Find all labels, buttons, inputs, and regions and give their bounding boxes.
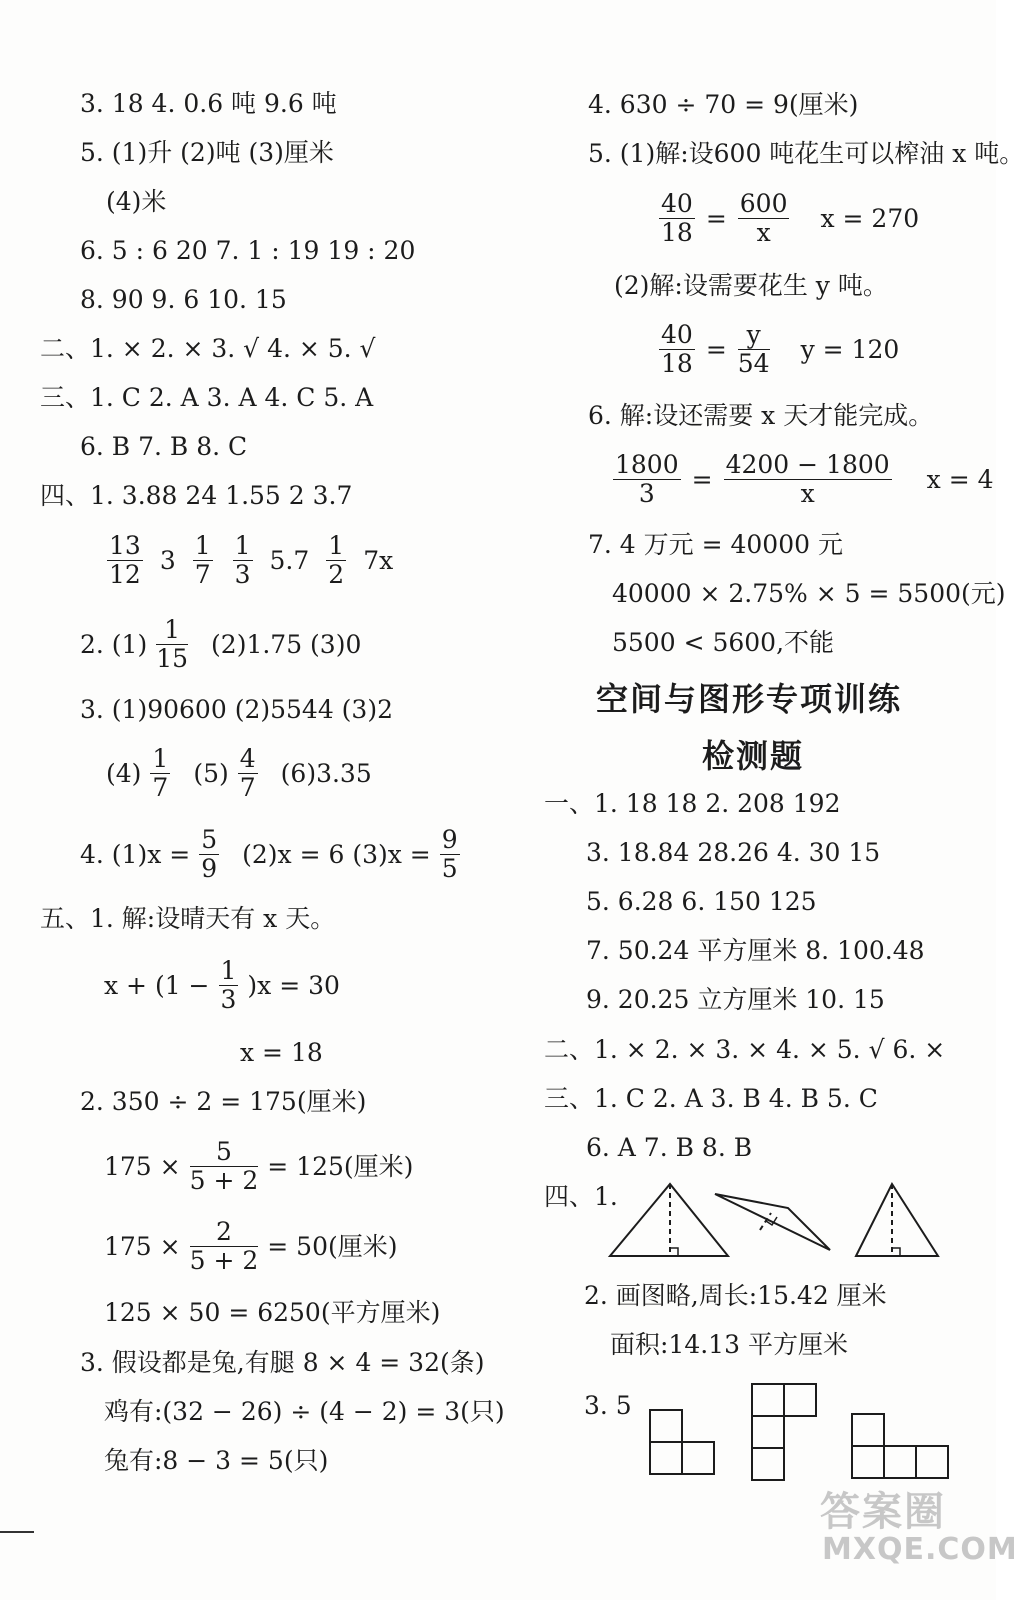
answer-line: 四、1. 3.88 24 1.55 2 3.7 bbox=[40, 481, 353, 510]
fraction: $\frac{1}{2}$ bbox=[328, 531, 345, 589]
answer-line: (4) $\frac{1}{7}$ (5) $\frac{4}{7}$ (6)3.35 bbox=[106, 744, 372, 802]
answer-line: 5. 6.28 6. 150 125 bbox=[586, 887, 817, 916]
answer-line: 8. 90 9. 6 10. 15 bbox=[80, 285, 287, 314]
fraction: $\frac{13}{12}$ bbox=[109, 531, 141, 589]
equation-line: 鸡有:(32 − 26) ÷ (4 − 2) = 3(只) bbox=[104, 1397, 505, 1426]
answer-line: 三、1. C 2. A 3. B 4. B 5. C bbox=[544, 1084, 878, 1113]
answer-line: 3. 假设都是兔,有腿 8 × 4 = 32(条) bbox=[80, 1348, 485, 1377]
answer-line: 4. (1)x = $\frac{5}{9}$ (2)x = 6 (3)x = $\frac{9}{5}$ bbox=[80, 825, 458, 883]
equation-line: 125 × 50 = 6250(平方厘米) bbox=[104, 1298, 441, 1327]
section-title: 空间与图形专项训练 bbox=[596, 680, 903, 718]
equation-line: 175 × $\frac{2}{5 + 2}$ = 50(厘米) bbox=[104, 1217, 398, 1275]
equation-line: 兔有:8 − 3 = 5(只) bbox=[104, 1446, 329, 1475]
answer-line: 6. B 7. B 8. C bbox=[80, 432, 248, 461]
equation-line: $\frac{40}{18}$ = $\frac{600}{x}$ x = 270 bbox=[661, 189, 920, 247]
watermark-logo: 答案圈 bbox=[820, 1489, 946, 1535]
answer-line: 二、1. × 2. × 3. √ 4. × 5. √ bbox=[40, 334, 376, 363]
fraction-answer-row: $\frac{13}{12}$ 3 $\frac{1}{7}$ $\frac{1}{3}$ 5.7 $\frac{1}{2}$ 7x bbox=[109, 531, 394, 589]
equation-line: $\frac{1800}{3}$ = $\frac{4200 - 1800}{x}$ x = 4 bbox=[615, 450, 994, 508]
fraction: $\frac{1}{7}$ bbox=[194, 531, 211, 589]
equation-line: x + (1 − $\frac{1}{3}$ )x = 30 bbox=[104, 956, 340, 1014]
answer-line: 7. 50.24 平方厘米 8. 100.48 bbox=[586, 936, 925, 965]
answer-line: 6. 5 : 6 20 7. 1 : 19 19 : 20 bbox=[80, 236, 416, 265]
answer-line: 2. (1) $\frac{1}{15}$ (2)1.75 (3)0 bbox=[80, 615, 362, 673]
equation-line: x = 18 bbox=[240, 1038, 323, 1067]
triangle-3 bbox=[856, 1184, 938, 1256]
answer-line: 一、1. 18 18 2. 208 192 bbox=[544, 789, 841, 818]
answer-line: 5. (1)升 (2)吨 (3)厘米 bbox=[80, 138, 334, 167]
cube-views-figure bbox=[640, 1378, 956, 1482]
equation-line: 175 × $\frac{5}{5 + 2}$ = 125(厘米) bbox=[104, 1137, 414, 1195]
answer-line: 2. 350 ÷ 2 = 175(厘米) bbox=[80, 1087, 367, 1116]
answer-line: 四、1. bbox=[544, 1182, 618, 1211]
answer-line: (2)解:设需要花生 y 吨。 bbox=[614, 271, 888, 300]
triangle-2 bbox=[715, 1194, 830, 1250]
answer-line: (4)米 bbox=[106, 187, 167, 216]
answer-line: 5. (1)解:设600 吨花生可以榨油 x 吨。 bbox=[588, 139, 1024, 168]
answer-line: 三、1. C 2. A 3. A 4. C 5. A bbox=[40, 383, 374, 412]
answer-line: 4. 630 ÷ 70 = 9(厘米) bbox=[588, 90, 859, 119]
answer-line: 2. 画图略,周长:15.42 厘米 bbox=[584, 1281, 887, 1310]
answer-line: 3. 5 bbox=[584, 1391, 632, 1420]
answer-line: 3. 18 4. 0.6 吨 9.6 吨 bbox=[80, 89, 337, 118]
equation-line: $\frac{40}{18}$ = $\frac{y}{54}$ y = 120 bbox=[661, 320, 900, 378]
answer-line: 面积:14.13 平方厘米 bbox=[610, 1330, 848, 1359]
equation-line: 5500 < 5600,不能 bbox=[612, 628, 835, 657]
watermark-url: MXQE.COM bbox=[822, 1532, 1018, 1567]
answer-line: 五、1. 解:设晴天有 x 天。 bbox=[40, 904, 336, 933]
footer-dash bbox=[0, 1531, 34, 1533]
section-subtitle: 检测题 bbox=[702, 737, 805, 775]
answer-line: 7. 4 万元 = 40000 元 bbox=[588, 530, 843, 559]
answer-line: 二、1. × 2. × 3. × 4. × 5. √ 6. × bbox=[544, 1035, 946, 1064]
fraction: $\frac{1}{3}$ bbox=[234, 531, 251, 589]
answer-line: 3. (1)90600 (2)5544 (3)2 bbox=[80, 695, 393, 724]
answer-line: 9. 20.25 立方厘米 10. 15 bbox=[586, 985, 885, 1014]
answer-line: 3. 18.84 28.26 4. 30 15 bbox=[586, 838, 881, 867]
answer-line: 6. 解:设还需要 x 天才能完成。 bbox=[588, 401, 934, 430]
answer-line: 6. A 7. B 8. B bbox=[586, 1133, 753, 1162]
equation-line: 40000 × 2.75% × 5 = 5500(元) bbox=[612, 579, 1006, 608]
triangle-heights-figure bbox=[600, 1180, 950, 1260]
